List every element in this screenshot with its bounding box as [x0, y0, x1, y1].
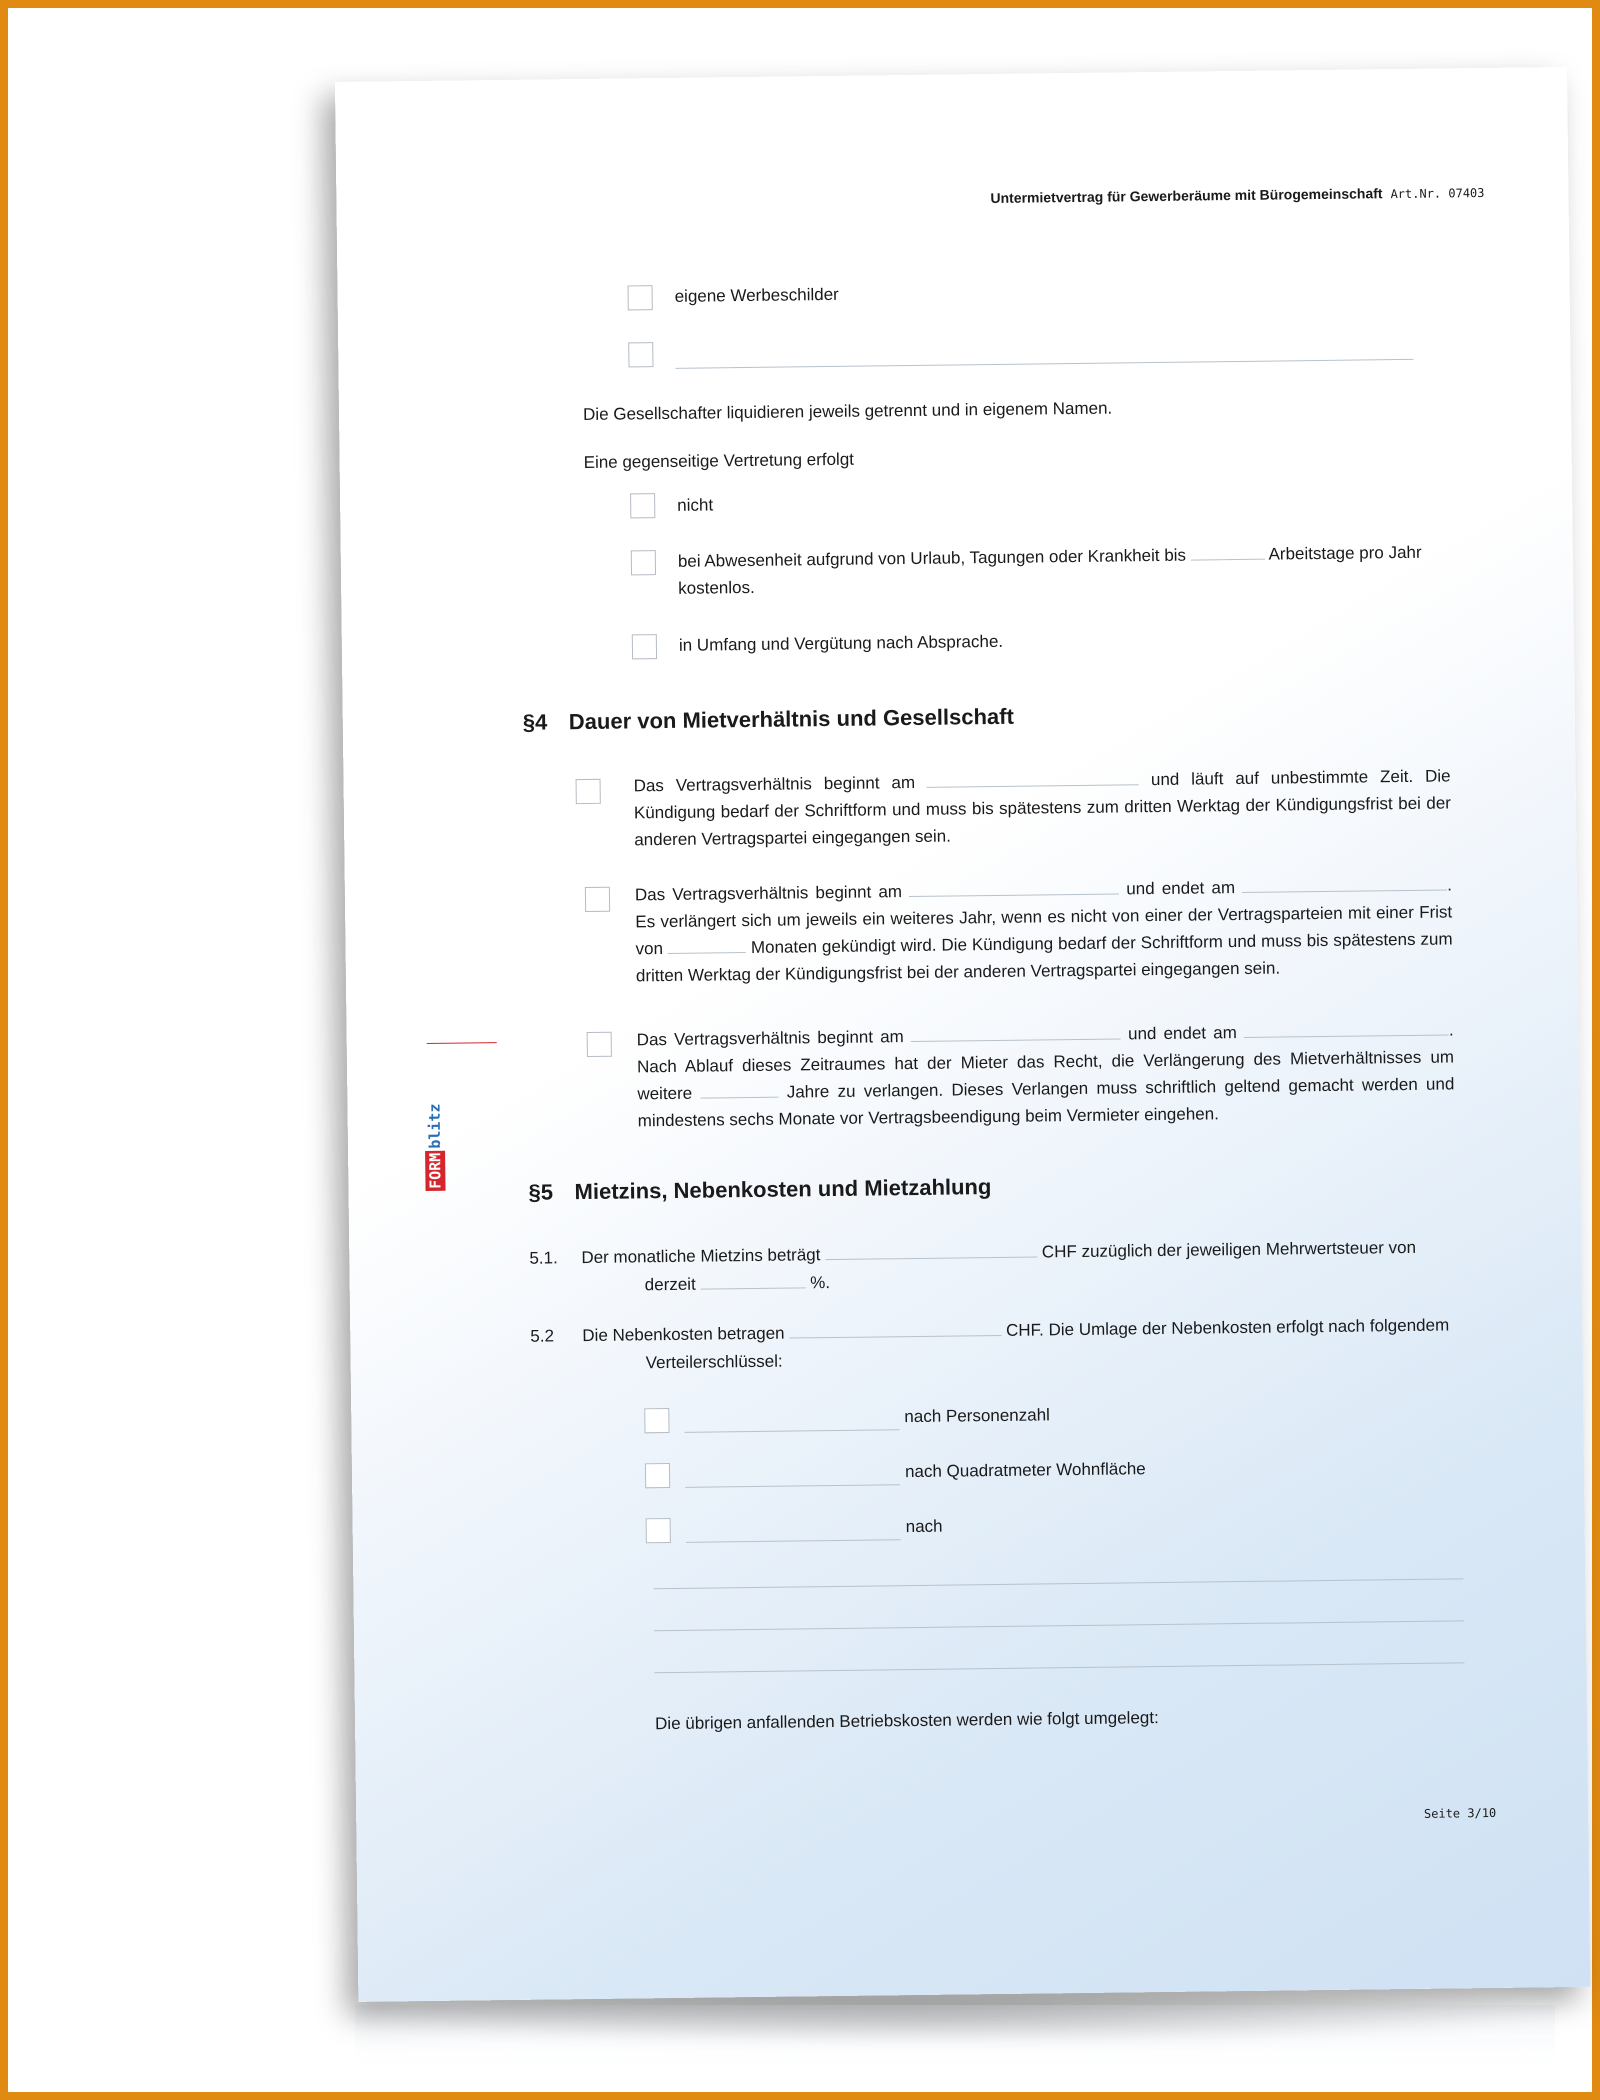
fill-line-extra-3[interactable] — [654, 1662, 1464, 1673]
section-4-heading — [523, 704, 1014, 736]
extension-years-field[interactable] — [700, 1083, 778, 1099]
document-header — [990, 184, 1484, 206]
option-duration-fixed — [637, 1016, 1455, 1134]
page-number: Seite 3/10 — [1423, 1805, 1497, 1821]
page-reflection — [355, 2005, 1555, 2065]
costs-text-a: Die Nebenkosten betragen — [582, 1323, 785, 1346]
end-date-field-3[interactable] — [1244, 1020, 1449, 1038]
absence-text-b: Arbeitstage pro Jahr — [1268, 542, 1422, 564]
option-representation-scope: in Umfang und Vergütung nach Absprache. — [678, 631, 1004, 655]
opt1-text-a: Das Vertragsverhältnis beginnt am — [633, 772, 916, 796]
opt2-text-d: Es verlängert sich um jeweils ein weiteres Jahr, wenn es nicht von einer der Vertragsparteien mit einer Frist von — [635, 902, 1453, 959]
checkbox-werbeschilder[interactable] — [628, 285, 653, 310]
end-date-field-2[interactable] — [1242, 875, 1447, 893]
fill-line-key-persons[interactable] — [685, 1429, 900, 1433]
other-costs-text: Die übrigen anfallenden Betriebskosten werden wie folgt umgelegt: — [654, 1708, 1159, 1734]
section-5-2-number: 5.2 — [530, 1326, 555, 1346]
opt2-text-a: Das Vertragsverhältnis beginnt am — [634, 882, 903, 905]
opt2-text-c: . — [1447, 875, 1453, 895]
absence-text-c: kostenlos. — [678, 577, 755, 598]
checkbox-representation-none[interactable] — [630, 493, 655, 518]
option-werbeschilder: eigene Werbeschilder — [674, 284, 839, 306]
checkbox-key-other[interactable] — [646, 1518, 671, 1543]
section-5-number: §5 — [528, 1179, 554, 1205]
option-duration-unlimited — [633, 762, 1451, 853]
fill-line-extra-1[interactable] — [653, 1578, 1463, 1589]
checkbox-other-sign[interactable] — [628, 342, 653, 367]
opt3-text-a: Das Vertragsverhältnis beginnt am — [636, 1027, 904, 1050]
notice-months-field[interactable] — [668, 938, 746, 954]
section-4-title: Dauer von Mietverhältnis und Gesellschaft — [568, 703, 1014, 735]
checkbox-duration-renewing[interactable] — [585, 887, 610, 912]
rent-text-b: CHF zuzüglich der jeweiligen Mehrwertsteuer von — [1041, 1237, 1417, 1262]
costs-amount-field[interactable] — [789, 1321, 1001, 1339]
key-area-label: nach Quadratmeter Wohnfläche — [904, 1459, 1146, 1482]
option-representation-absence — [678, 539, 1439, 602]
start-date-field-3[interactable] — [911, 1024, 1121, 1042]
vat-rate-field[interactable] — [700, 1273, 805, 1289]
checkbox-duration-fixed[interactable] — [587, 1032, 612, 1057]
rent-text-d: %. — [810, 1273, 831, 1293]
paragraph-liquidation: Die Gesellschafter liquidieren jeweils getrennt und in eigenem Namen. — [582, 398, 1113, 424]
opt3-text-e: Jahre zu verlangen. Dieses Verlangen muss schriftlich geltend gemacht werden und mindestens sechs Monate vor Vertragsbeendigung beim Vermieter eingehen. — [637, 1074, 1455, 1131]
start-date-field-2[interactable] — [909, 879, 1119, 897]
opt2-text-b: und endet am — [1126, 878, 1236, 899]
document-title: Untermietvertrag für Gewerberäume mit Bürogemeinschaft — [990, 185, 1383, 207]
section-5-title: Mietzins, Nebenkosten und Mietzahlung — [574, 1174, 992, 1205]
rent-amount-field[interactable] — [825, 1243, 1037, 1261]
option-representation-none: nicht — [677, 495, 714, 515]
section-5-1-number: 5.1. — [529, 1248, 558, 1268]
opt2-text-e: Monaten gekündigt wird. Die Kündigung bedarf der Schriftform und muss bis spätestens zum dritten Werktag der Kündigungsfrist bei der anderen Vertragspartei eingegangen sein. — [635, 929, 1453, 986]
fill-line-other-sign[interactable] — [676, 359, 1414, 369]
vat-line — [645, 1269, 831, 1298]
absence-text-a: bei Abwesenheit aufgrund von Urlaub, Tagungen oder Krankheit bis — [677, 545, 1187, 571]
rent-text-a: Der monatliche Mietzins beträgt — [581, 1245, 821, 1268]
costs-text-c: Verteilerschlüssel: — [645, 1351, 783, 1373]
opt3-text-c: . — [1448, 1020, 1454, 1040]
document-page — [335, 67, 1590, 2002]
formblitz-logo — [425, 1043, 449, 1193]
workdays-field[interactable] — [1191, 545, 1265, 561]
article-number: Art.Nr. 07403 — [1390, 185, 1485, 202]
section-5-heading — [528, 1174, 991, 1206]
checkbox-representation-scope[interactable] — [632, 634, 657, 659]
checkbox-key-persons[interactable] — [644, 1408, 669, 1433]
section-4-number: §4 — [522, 709, 548, 735]
key-persons-label: nach Personenzahl — [904, 1405, 1050, 1427]
checkbox-key-area[interactable] — [645, 1463, 670, 1488]
fill-line-key-area[interactable] — [685, 1484, 900, 1488]
section-5-1-text — [581, 1233, 1461, 1271]
section-5-2-text — [582, 1311, 1462, 1349]
fill-line-key-other[interactable] — [686, 1539, 901, 1543]
checkbox-representation-absence[interactable] — [631, 550, 656, 575]
paragraph-representation: Eine gegenseitige Vertretung erfolgt — [583, 449, 855, 472]
opt3-text-d: Nach Ablauf dieses Zeitraumes hat der Mieter das Recht, die Verlängerung des Mietverhältnisses um weitere — [636, 1047, 1455, 1104]
logo-part-blitz: blitz — [425, 1103, 445, 1149]
fill-line-extra-2[interactable] — [654, 1620, 1464, 1631]
key-other-label: nach — [905, 1516, 943, 1537]
start-date-field-1[interactable] — [927, 770, 1139, 788]
opt1-text-b: und läuft auf unbestimmte Zeit. Die Kündigung bedarf der Schriftform und muss bis spätestens zum dritten Werktag der Kündigungsfrist bei der anderen Vertragspartei eingegangen sein. — [633, 766, 1452, 850]
opt3-text-b: und endet am — [1127, 1023, 1237, 1044]
logo-wordmark — [425, 1041, 449, 1191]
checkbox-duration-unlimited[interactable] — [576, 779, 601, 804]
logo-part-form: FORM — [425, 1151, 445, 1191]
option-duration-renewing — [635, 871, 1453, 989]
costs-text-b: CHF. Die Umlage der Nebenkosten erfolgt nach folgendem — [1005, 1315, 1450, 1340]
rent-text-c: derzeit — [644, 1274, 696, 1295]
